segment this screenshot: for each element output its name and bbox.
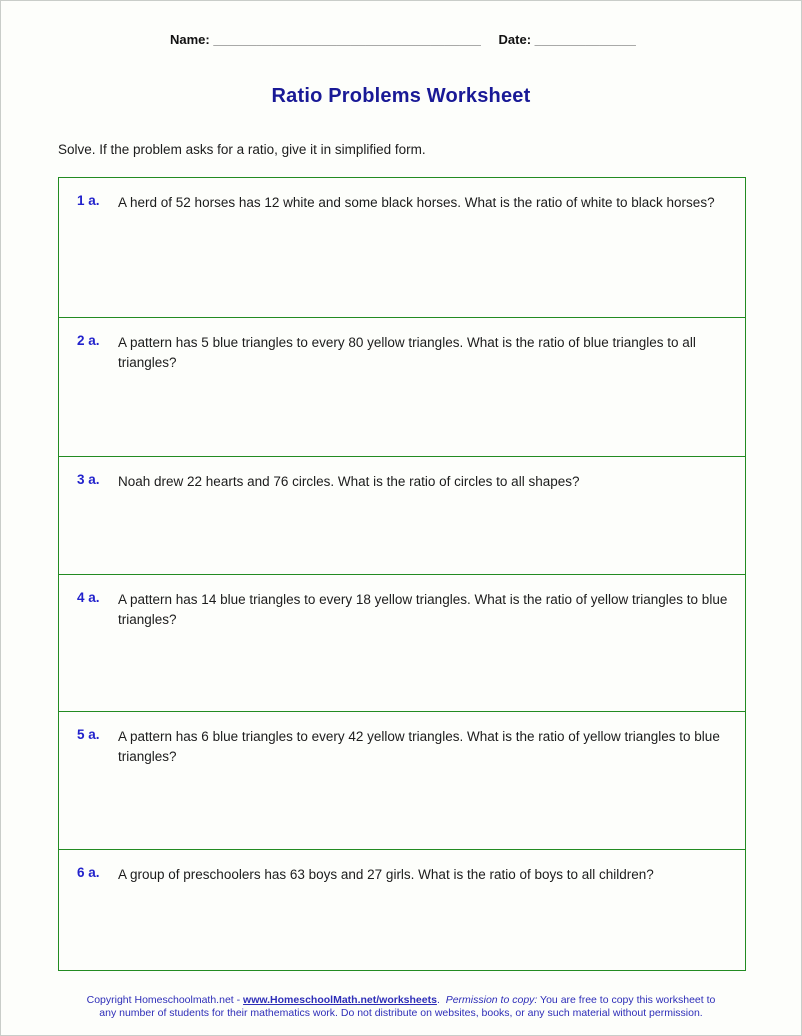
worksheets-link[interactable]: www.HomeschoolMath.net/worksheets	[243, 994, 437, 1006]
copyright-prefix: Copyright Homeschoolmath.net -	[86, 994, 244, 1006]
name-date-header	[170, 32, 636, 47]
footer	[1, 994, 801, 1020]
page-title: Ratio Problems Worksheet	[271, 85, 531, 107]
problem-text: Noah drew 22 hearts and 76 circles. What is the ratio of circles to all shapes?	[118, 474, 580, 489]
problems-list	[58, 177, 746, 971]
instruction-text: Solve. If the problem asks for a ratio, give it in simplified form.	[58, 142, 426, 157]
problem-number: 3 a.	[77, 472, 100, 487]
problem-box-6	[58, 849, 746, 971]
name-blank-line: _____________________________________	[213, 32, 481, 47]
problem-box-2	[58, 317, 746, 457]
problem-number: 4 a.	[77, 590, 100, 605]
problem-text: A pattern has 14 blue triangles to every 18 yellow triangles. What is the ratio of yellow triangles to blue triangles?	[118, 592, 728, 627]
problem-number: 5 a.	[77, 727, 100, 742]
date-blank-line: ______________	[534, 32, 636, 47]
problem-box-3	[58, 456, 746, 575]
copyright-text	[81, 994, 721, 1020]
problem-text: A pattern has 5 blue triangles to every 80 yellow triangles. What is the ratio of blue triangles to all triangles?	[118, 335, 696, 370]
date-label: Date:	[498, 32, 532, 47]
problem-text: A herd of 52 horses has 12 white and some black horses. What is the ratio of white to black horses?	[118, 195, 715, 210]
problem-box-5	[58, 711, 746, 850]
problem-box-1	[58, 177, 746, 318]
problem-number: 2 a.	[77, 333, 100, 348]
problem-text: A group of preschoolers has 63 boys and 27 girls. What is the ratio of boys to all children?	[118, 867, 654, 882]
problem-box-4	[58, 574, 746, 712]
problem-text: A pattern has 6 blue triangles to every 42 yellow triangles. What is the ratio of yellow triangles to blue triangles?	[118, 729, 720, 764]
permission-label: Permission to copy:	[445, 994, 538, 1006]
after-link-period: .	[436, 994, 446, 1006]
permission-text: You are free to copy this worksheet to any number of students for their mathematics work. Do not distribute on websites, books, or any such material without permission.	[99, 994, 716, 1019]
name-label: Name:	[170, 32, 210, 47]
problem-number: 6 a.	[77, 865, 100, 880]
problem-number: 1 a.	[77, 193, 100, 208]
